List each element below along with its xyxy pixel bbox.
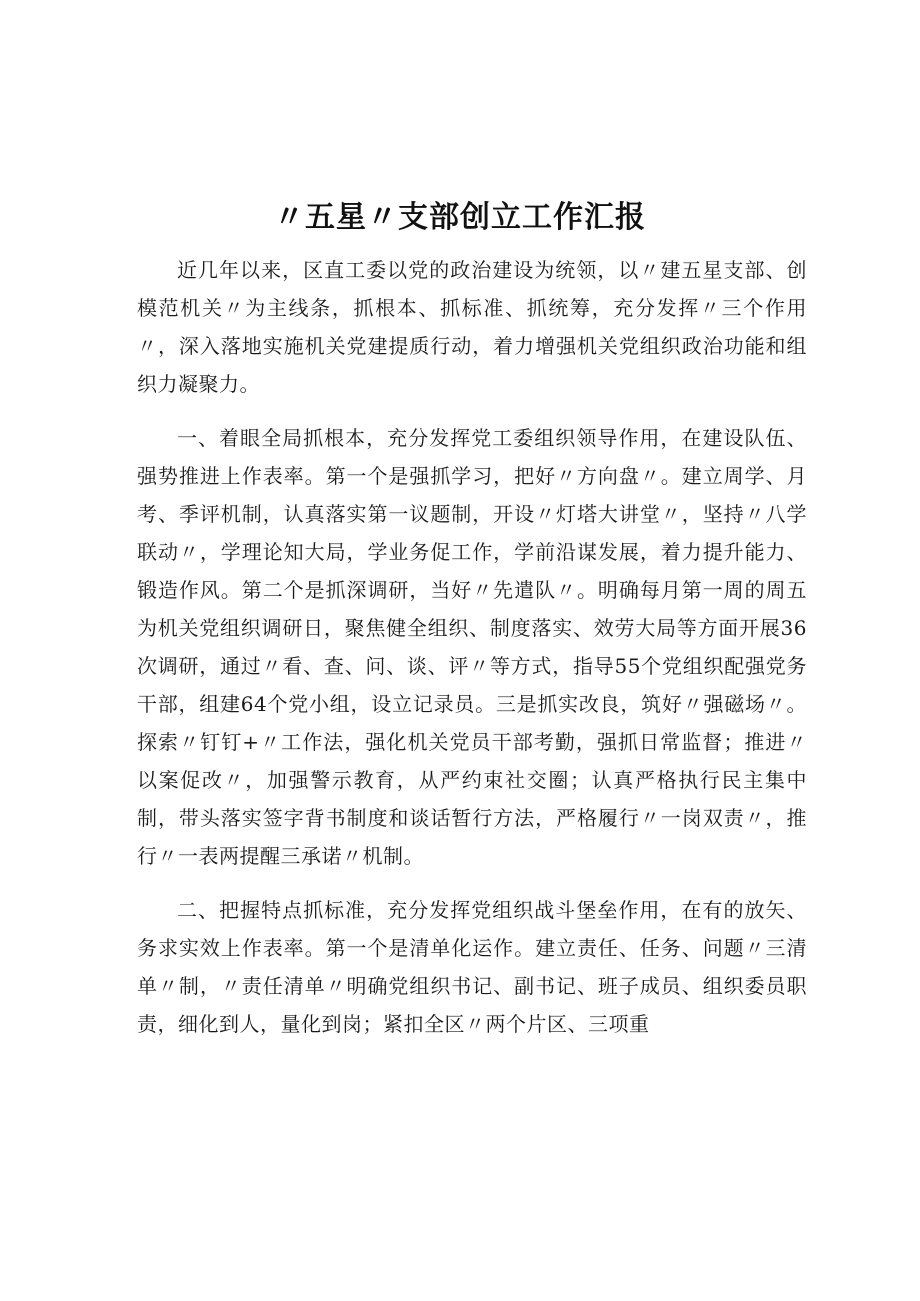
- document-body: [137, 251, 807, 1059]
- document-title: 〃五星〃支部创立工作汇报: [274, 200, 646, 235]
- paragraph-section-one: 一、着眼全局抓根本，充分发挥党工委组织领导作用，在建设队伍、强势推进上作表率。第一个是强抓学习，把好〃方向盘〃。建立周学、月考、季评机制，认真落实第一议题制，开设〃灯塔大讲堂〃，坚持〃八学联动〃，学理论知大局，学业务促工作，学前沿谋发展，着力提升能力、锻造作风。第二个是抓深调研，当好〃先遣队〃。明确每月第一周的周五为机关党组织调研日，聚焦健全组织、制度落实、效劳大局等方面开展36次调研，通过〃看、查、问、谈、评〃等方式，指导55个党组织配强党务干部，组建64个党小组，设立记录员。三是抓实改良，筑好〃强磁场〃。探索〃钉钉+〃工作法，强化机关党员干部考勤，强抓日常监督；推进〃以案促改〃，加强警示教育，从严约束社交圈；认真严格执行民主集中制，带头落实签字背书制度和谈话暂行方法，严格履行〃一岗双责〃，推行〃一表两提醒三承诺〃机制。: [137, 426, 807, 868]
- paragraph-section-two: 二、把握特点抓标准，充分发挥党组织战斗堡垒作用，在有的放矢、务求实效上作表率。第一个是清单化运作。建立责任、任务、问题〃三清单〃制，〃责任清单〃明确党组织书记、副书记、班子成员、组织委员职责，细化到人，量化到岗；紧扣全区〃两个片区、三项重: [137, 898, 807, 1036]
- paragraph-intro: 近几年以来，区直工委以党的政治建设为统领，以〃建五星支部、创模范机关〃为主线条，抓根本、抓标准、抓统筹，充分发挥〃三个作用〃，深入落地实施机关党建提质行动，着力增强机关党组织政治功能和组织力凝聚力。: [137, 258, 807, 396]
